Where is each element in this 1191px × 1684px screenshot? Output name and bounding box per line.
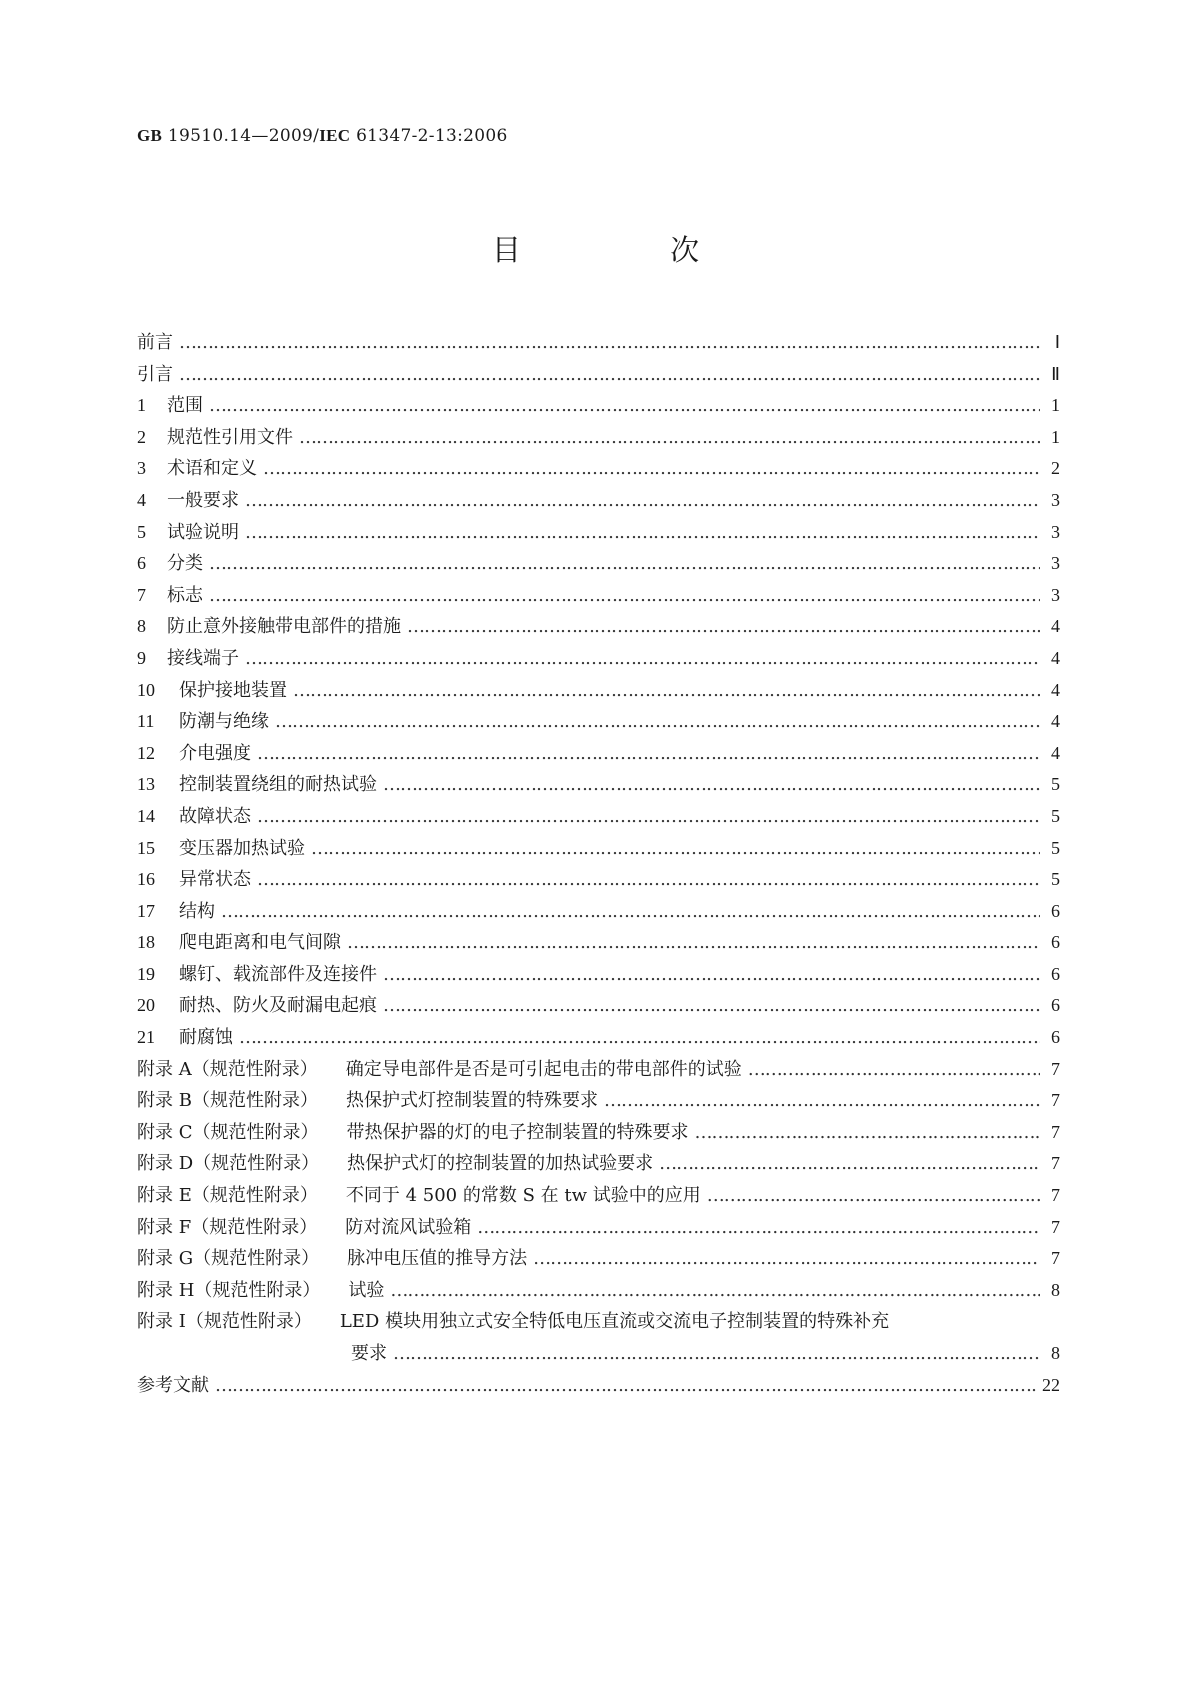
toc-entry-number: 6 bbox=[137, 553, 146, 574]
toc-page-number: 7 bbox=[1051, 1153, 1060, 1174]
toc-entry-label: 附录 E（规范性附录） bbox=[137, 1185, 318, 1207]
toc-entry-label: 标志 bbox=[167, 584, 203, 606]
toc-entry-label: 要求 bbox=[351, 1343, 387, 1364]
toc-entry[interactable] bbox=[137, 643, 1060, 675]
toc-entry[interactable] bbox=[137, 1243, 1060, 1275]
toc-leader-dots bbox=[215, 1370, 1036, 1402]
toc-entry-label: 保护接地装置 bbox=[179, 679, 287, 701]
toc-entry-label: 结构 bbox=[179, 900, 215, 922]
toc-entry-label: 爬电距离和电气间隙 bbox=[179, 932, 341, 954]
toc-entry-label: 附录 A（规范性附录） bbox=[137, 1058, 318, 1080]
toc-entry-label: 前言 bbox=[137, 332, 173, 353]
toc-entry-subtitle: 脉冲电压值的推导方法 bbox=[347, 1248, 528, 1270]
toc-entry[interactable] bbox=[137, 864, 1060, 896]
toc-entry-label: 控制装置绕组的耐热试验 bbox=[179, 774, 377, 796]
toc-page-number: 5 bbox=[1051, 837, 1060, 858]
toc-entry-label: 附录 C（规范性附录） bbox=[137, 1121, 319, 1143]
toc-entry[interactable] bbox=[137, 611, 1060, 643]
toc-leader-dots bbox=[239, 1022, 1040, 1054]
toc-entry-label: 附录 I（规范性附录） bbox=[137, 1311, 312, 1333]
toc-entry-label: 耐热、防火及耐漏电起痕 bbox=[179, 995, 377, 1017]
toc-leader-dots bbox=[383, 990, 1040, 1022]
toc-entry-subtitle: 带热保护器的灯的电子控制装置的特殊要求 bbox=[346, 1121, 689, 1143]
toc-leader-dots bbox=[209, 390, 1040, 422]
toc-leader-dots bbox=[245, 643, 1040, 675]
toc-page-number: 7 bbox=[1051, 1090, 1060, 1111]
toc-entry[interactable] bbox=[137, 769, 1060, 801]
toc-entry-label: 介电强度 bbox=[179, 742, 251, 764]
toc-page-number: 7 bbox=[1051, 1058, 1060, 1079]
toc-page-number: 6 bbox=[1051, 900, 1060, 921]
toc-page-number: 7 bbox=[1051, 1248, 1060, 1269]
toc-leader-dots bbox=[245, 517, 1040, 549]
toc-entry-label: 分类 bbox=[167, 553, 203, 575]
toc-page-number: 5 bbox=[1051, 774, 1060, 795]
toc-entry-number: 13 bbox=[137, 774, 155, 795]
toc-entry[interactable] bbox=[137, 390, 1060, 422]
toc-page-number: 6 bbox=[1051, 1027, 1060, 1048]
toc-leader-dots bbox=[209, 580, 1040, 612]
toc-entry-label: 异常状态 bbox=[179, 869, 251, 891]
toc-page-number: 6 bbox=[1051, 932, 1060, 953]
toc-entry-label: 试验说明 bbox=[167, 521, 239, 543]
toc-entry[interactable] bbox=[137, 1148, 1060, 1180]
toc-entry-label: 防潮与绝缘 bbox=[179, 711, 269, 733]
toc-page-number: 5 bbox=[1051, 805, 1060, 826]
toc-leader-dots bbox=[179, 327, 1040, 359]
toc-entry[interactable] bbox=[137, 959, 1060, 991]
toc-entry-subtitle: 不同于 4 500 的常数 S 在 tw 试验中的应用 bbox=[345, 1185, 701, 1207]
toc-leader-dots bbox=[299, 422, 1040, 454]
toc-entry[interactable] bbox=[137, 1306, 1060, 1338]
toc-entry[interactable] bbox=[137, 927, 1060, 959]
toc-leader-dots bbox=[257, 864, 1040, 896]
toc-entry[interactable] bbox=[137, 1338, 1060, 1370]
toc-entry[interactable] bbox=[137, 738, 1060, 770]
toc-leader-dots bbox=[179, 359, 1040, 391]
toc-leader-dots bbox=[263, 453, 1040, 485]
toc-page-number: 8 bbox=[1051, 1279, 1060, 1300]
toc-leader-dots bbox=[275, 706, 1040, 738]
toc-leader-dots bbox=[293, 675, 1040, 707]
toc-page-number: Ⅰ bbox=[1054, 332, 1060, 352]
toc-entry-number: 14 bbox=[137, 805, 155, 826]
toc-page-number: 3 bbox=[1051, 584, 1060, 605]
toc-entry-number: 1 bbox=[137, 395, 146, 416]
toc-entry-subtitle: 试验 bbox=[348, 1279, 385, 1301]
toc-entry-subtitle: 热保护式灯的控制装置的加热试验要求 bbox=[347, 1153, 654, 1175]
toc-page-number: 6 bbox=[1051, 995, 1060, 1016]
document-header bbox=[137, 126, 508, 146]
standard-prefix: GB bbox=[137, 126, 163, 145]
toc-entry[interactable] bbox=[137, 801, 1060, 833]
toc-leader-dots bbox=[347, 927, 1040, 959]
toc-entry-subtitle: 确定导电部件是否是可引起电击的带电部件的试验 bbox=[345, 1058, 742, 1080]
toc-entry[interactable] bbox=[137, 548, 1060, 580]
toc-entry-label: 引言 bbox=[137, 363, 173, 385]
toc-entry[interactable] bbox=[137, 1022, 1060, 1054]
toc-leader-dots bbox=[209, 548, 1040, 580]
toc-entry-label: 防止意外接触带电部件的措施 bbox=[167, 616, 401, 638]
toc-entry[interactable] bbox=[137, 453, 1060, 485]
toc-page-number: 7 bbox=[1051, 1121, 1060, 1142]
toc-entry-number: 17 bbox=[137, 900, 155, 921]
toc-leader-dots bbox=[383, 769, 1040, 801]
toc-entry[interactable] bbox=[137, 485, 1060, 517]
toc-page-number: 7 bbox=[1051, 1185, 1060, 1206]
toc-entry[interactable] bbox=[137, 517, 1060, 549]
toc-entry-label: 接线端子 bbox=[167, 647, 239, 669]
toc-page-number: 4 bbox=[1051, 616, 1060, 637]
toc-leader-dots bbox=[393, 1338, 1040, 1370]
toc-page-number: 7 bbox=[1051, 1216, 1060, 1237]
toc-entry-number: 4 bbox=[137, 489, 146, 510]
toc-entry[interactable] bbox=[137, 327, 1060, 359]
page-title: 目 次 bbox=[491, 233, 770, 267]
toc-leader-dots bbox=[383, 959, 1040, 991]
toc-page-number: 4 bbox=[1051, 742, 1060, 763]
standard-number: 19510.14—2009/ bbox=[167, 126, 320, 146]
toc-leader-dots bbox=[477, 1212, 1040, 1244]
toc-leader-dots bbox=[311, 833, 1040, 865]
toc-page-number: 4 bbox=[1051, 647, 1060, 668]
toc-leader-dots bbox=[659, 1148, 1040, 1180]
toc-leader-dots bbox=[245, 485, 1040, 517]
toc-entry-number: 20 bbox=[137, 995, 155, 1016]
toc-entry-label: 附录 B（规范性附录） bbox=[137, 1090, 318, 1112]
toc-page-number: 1 bbox=[1051, 395, 1060, 416]
toc-entry[interactable] bbox=[137, 706, 1060, 738]
toc-entry-label: 耐腐蚀 bbox=[179, 1027, 233, 1049]
toc-page-number: 3 bbox=[1051, 521, 1060, 542]
toc-entry-label: 变压器加热试验 bbox=[179, 837, 305, 859]
toc-entry-number: 21 bbox=[137, 1027, 155, 1048]
toc-entry[interactable] bbox=[137, 422, 1060, 454]
toc-page-number: 1 bbox=[1051, 426, 1060, 447]
toc-entry-label: 附录 H（规范性附录） bbox=[137, 1279, 321, 1301]
toc-entry-number: 15 bbox=[137, 837, 155, 858]
toc-page-number: 3 bbox=[1051, 489, 1060, 510]
toc-entry-label: 规范性引用文件 bbox=[167, 426, 293, 448]
toc-entry-subtitle: 防对流风试验箱 bbox=[345, 1216, 472, 1238]
iec-prefix: IEC bbox=[319, 126, 351, 145]
toc-entry-label: 附录 F（规范性附录） bbox=[137, 1216, 318, 1238]
toc-entry-number: 18 bbox=[137, 932, 155, 953]
toc-entry-subtitle: 热保护式灯控制装置的特殊要求 bbox=[345, 1090, 598, 1112]
toc-entry[interactable] bbox=[137, 1370, 1060, 1402]
toc-entry-number: 9 bbox=[137, 647, 146, 668]
toc-entry[interactable] bbox=[137, 1275, 1060, 1307]
toc-entry-number: 11 bbox=[137, 711, 155, 732]
toc-entry-number: 3 bbox=[137, 458, 146, 479]
toc-entry[interactable] bbox=[137, 580, 1060, 612]
toc-page-number: 4 bbox=[1051, 711, 1060, 732]
toc-entry-number: 8 bbox=[137, 616, 146, 637]
toc-entry[interactable] bbox=[137, 675, 1060, 707]
toc-entry-label: 附录 D（规范性附录） bbox=[137, 1153, 320, 1175]
toc-entry[interactable] bbox=[137, 1085, 1060, 1117]
toc-entry[interactable] bbox=[137, 1054, 1060, 1086]
toc-page-number: 4 bbox=[1051, 679, 1060, 700]
toc-entry[interactable] bbox=[137, 1117, 1060, 1149]
toc-entry[interactable] bbox=[137, 1180, 1060, 1212]
table-of-contents bbox=[137, 327, 1060, 1401]
toc-entry-number: 16 bbox=[137, 869, 155, 890]
toc-entry-label: 附录 G（规范性附录） bbox=[137, 1248, 320, 1270]
toc-page-number: 22 bbox=[1042, 1374, 1060, 1395]
toc-entry-number: 12 bbox=[137, 742, 155, 763]
toc-leader-dots bbox=[407, 611, 1040, 643]
toc-leader-dots bbox=[221, 896, 1040, 928]
toc-page-number: Ⅱ bbox=[1051, 363, 1060, 384]
toc-entry-label: 范围 bbox=[167, 395, 203, 417]
toc-entry[interactable] bbox=[137, 359, 1060, 391]
toc-entry-number: 7 bbox=[137, 584, 146, 605]
toc-leader-dots bbox=[748, 1054, 1040, 1086]
toc-leader-dots bbox=[257, 738, 1040, 770]
toc-page-number: 2 bbox=[1051, 458, 1060, 479]
toc-entry-number: 5 bbox=[137, 521, 146, 542]
toc-leader-dots bbox=[533, 1243, 1040, 1275]
toc-entry-label: 参考文献 bbox=[137, 1374, 209, 1396]
toc-entry-number: 19 bbox=[137, 963, 155, 984]
toc-page-number: 8 bbox=[1051, 1343, 1060, 1363]
iec-number: 61347-2-13:2006 bbox=[356, 126, 508, 146]
toc-leader-dots bbox=[604, 1085, 1040, 1117]
toc-entry-label: 螺钉、载流部件及连接件 bbox=[179, 963, 377, 985]
toc-entry-number: 2 bbox=[137, 426, 146, 447]
toc-entry-number: 10 bbox=[137, 679, 155, 700]
toc-entry-subtitle: LED 模块用独立式安全特低电压直流或交流电子控制装置的特殊补充 bbox=[339, 1311, 890, 1333]
toc-leader-dots bbox=[707, 1180, 1040, 1212]
toc-entry[interactable] bbox=[137, 990, 1060, 1022]
toc-entry-label: 一般要求 bbox=[167, 489, 239, 511]
toc-entry[interactable] bbox=[137, 1212, 1060, 1244]
toc-entry[interactable] bbox=[137, 833, 1060, 865]
toc-entry-label: 术语和定义 bbox=[167, 458, 257, 480]
toc-page-number: 3 bbox=[1051, 553, 1060, 574]
toc-leader-dots bbox=[695, 1117, 1041, 1149]
toc-leader-dots bbox=[390, 1275, 1040, 1307]
toc-page-number: 6 bbox=[1051, 963, 1060, 984]
toc-entry[interactable] bbox=[137, 896, 1060, 928]
toc-leader-dots bbox=[257, 801, 1040, 833]
toc-entry-label: 故障状态 bbox=[179, 805, 251, 827]
toc-page-number: 5 bbox=[1051, 869, 1060, 890]
